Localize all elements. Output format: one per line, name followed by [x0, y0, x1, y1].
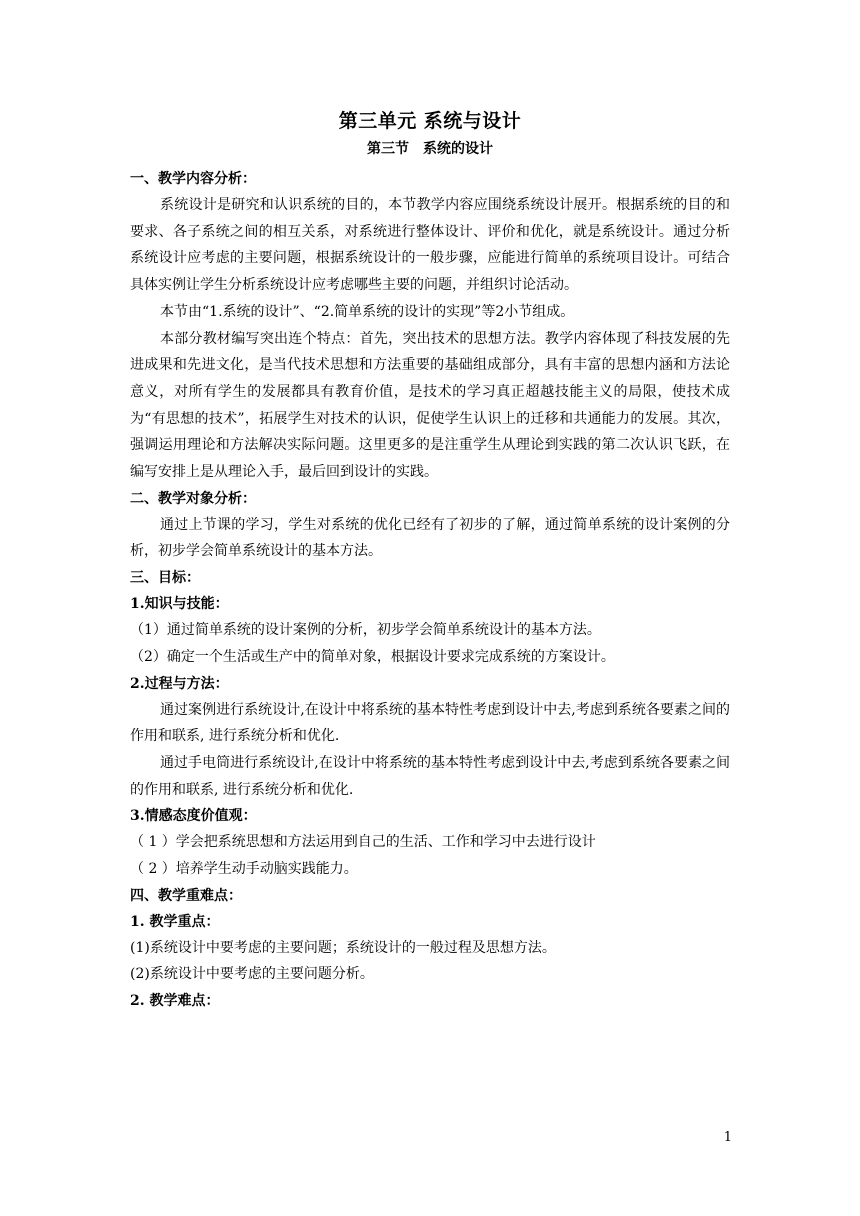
body-paragraph: 本部分教材编写突出连个特点：首先，突出技术的思想方法。教学内容体现了科技发展的先进成果和先进文化，是当代技术思想和方法重要的基础组成部分，具有丰富的思想内涵和方法论意义，对所有学生的发展都具有教育价值，是技术的学习真正超越技能主义的局限，使技术成为“有思想的技术”，拓展学生对技术的认识，促使学生认识上的迁移和共通能力的发展。其次，强调运用理论和方法解决实际问题。这里更多的是注重学生从理论到实践的第二次认识飞跃，在编写安排上是从理论入手，最后回到设计的实践。 [130, 330, 730, 481]
body-paragraph: 通过案例进行系统设计,在设计中将系统的基本特性考虑到设计中去,考虑到系统各要素之间的作用和联系, 进行系统分析和优化. [130, 701, 730, 745]
section-subtitle: 第三节 系统的设计 [367, 141, 493, 157]
section-heading: 1.知识与技能： [130, 596, 229, 613]
list-item: (1)系统设计中要考虑的主要问题；系统设计的一般过程及思想方法。 [130, 939, 556, 956]
sections-container [130, 166, 730, 1014]
body-paragraph: 本节由“1.系统的设计”、“2.简单系统的设计的实现”等2小节组成。 [160, 303, 575, 320]
page-number: 1 [723, 1130, 732, 1145]
section-heading: 一、教学内容分析： [130, 171, 256, 187]
body-paragraph: 系统设计是研究和认识系统的目的，本节教学内容应围绕系统设计展开。根据系统的目的和要求、各子系统之间的相互关系，对系统进行整体设计、评价和优化，就是系统设计。通过分析系统设计应考虑的主要问题，根据系统设计的一般步骤，应能进行简单的系统项目设计。可结合具体实例让学生分析系统设计应考虑哪些主要的问题，并组织讨论活动。 [130, 197, 730, 294]
list-item: （2）确定一个生活或生产中的简单对象，根据设计要求完成系统的方案设计。 [130, 648, 615, 665]
body-paragraph: 通过手电筒进行系统设计,在设计中将系统的基本特性考虑到设计中去,考虑到系统各要素之间的作用和联系, 进行系统分析和优化. [130, 754, 730, 798]
section-heading: 三、目标： [130, 570, 200, 587]
body-paragraph: 通过上节课的学习，学生对系统的优化已经有了初步的了解，通过简单系统的设计案例的分析，初步学会简单系统设计的基本方法。 [130, 516, 730, 560]
document-title: 第三单元 系统与设计 [338, 110, 522, 132]
section-heading: 四、教学重难点： [130, 887, 242, 904]
list-item: （ 2 ）培养学生动手动脑实践能力。 [130, 861, 358, 878]
section-heading: 1. 教学重点： [130, 913, 220, 930]
section-heading: 2.过程与方法： [130, 675, 229, 692]
document-body [130, 108, 730, 1014]
section-heading: 2. 教学难点： [130, 993, 220, 1010]
section-heading: 3.情感态度价值观： [130, 808, 257, 825]
list-item: （1）通过简单系统的设计案例的分析，初步学会简单系统设计的基本方法。 [130, 622, 601, 639]
section-heading: 二、教学对象分析： [130, 490, 256, 507]
list-item: （ 1 ）学会把系统思想和方法运用到自己的生活、工作和学习中去进行设计 [130, 834, 596, 851]
list-item: (2)系统设计中要考虑的主要问题分析。 [130, 966, 374, 983]
